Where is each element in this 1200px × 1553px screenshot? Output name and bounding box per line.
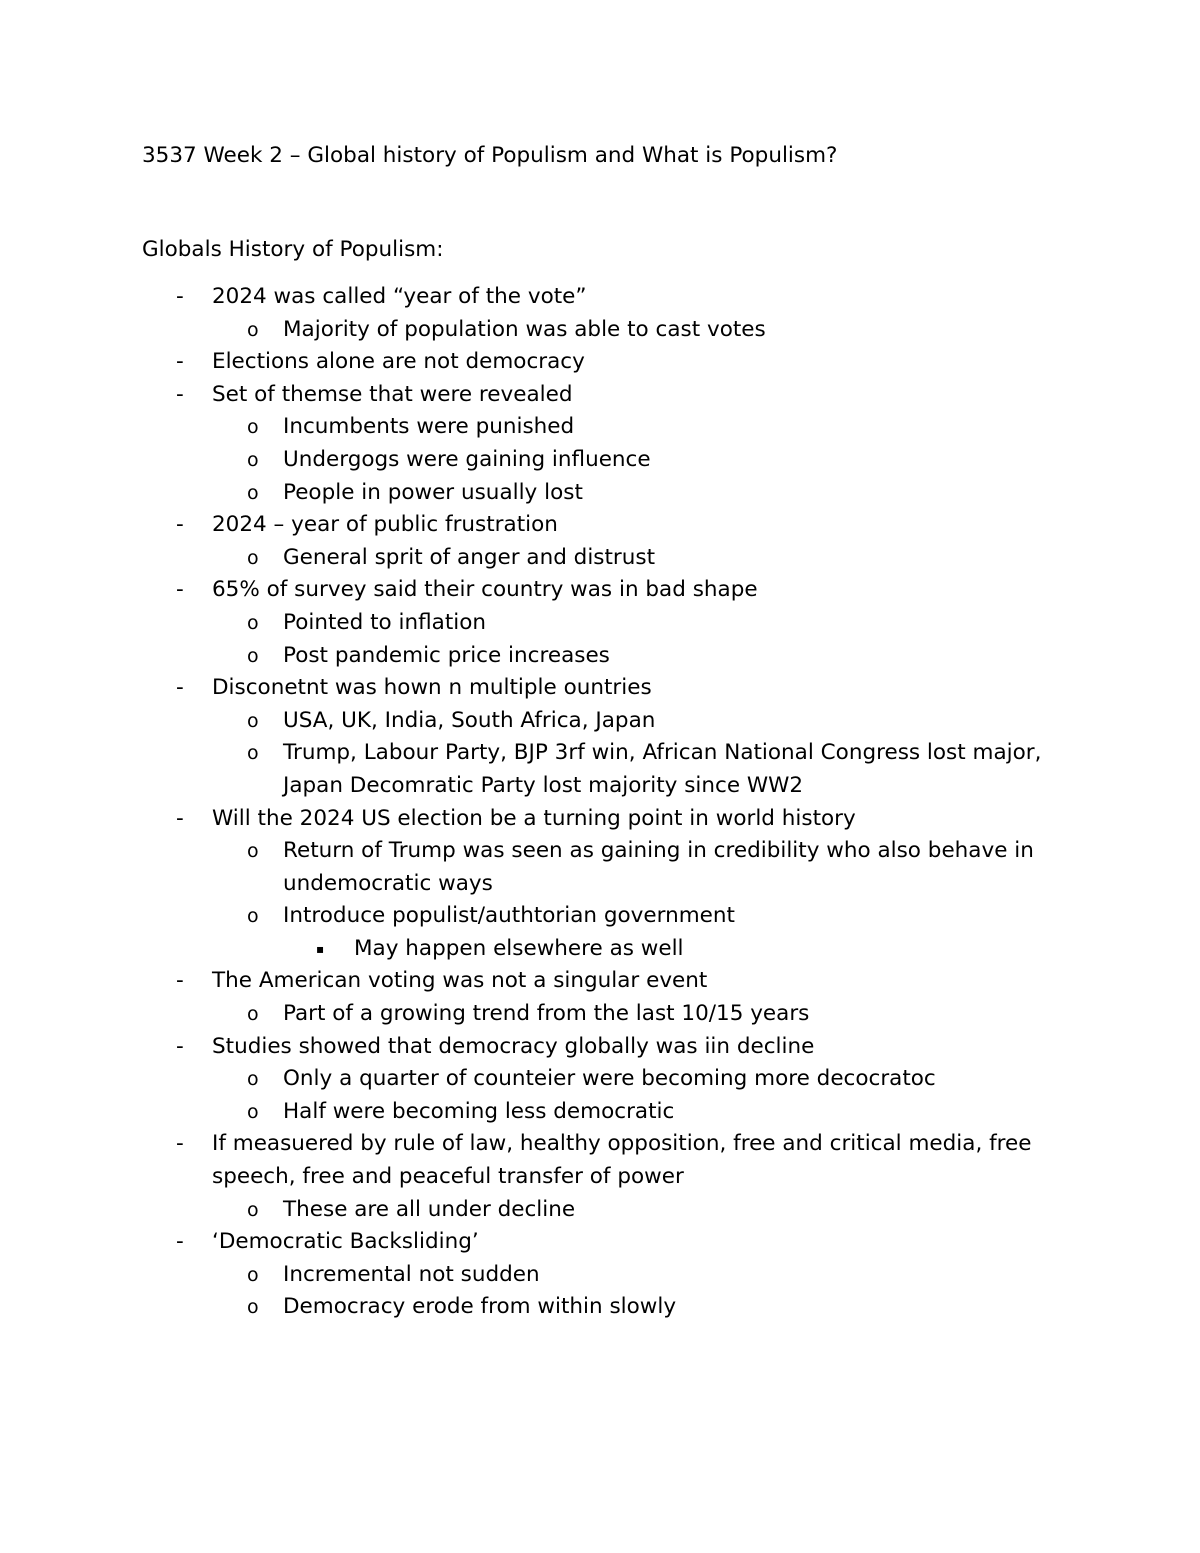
note-text: Pointed to inflation: [283, 609, 487, 635]
bullet-item: [0, 346, 1200, 379]
note-text: 2024 was called “year of the vote”: [212, 284, 587, 309]
sub-bullet-item: [0, 705, 1200, 738]
bullet-item: [0, 281, 1200, 314]
sub-bullet-item: [0, 737, 1200, 802]
circle-marker: o: [247, 611, 259, 634]
note-text: 65% of survey said their country was in bad shape: [212, 577, 758, 603]
note-text: The American voting was not a singular event: [212, 968, 708, 994]
note-text: Trump, Labour Party, BJP 3rf win, African National Congress lost major, Japan Decomratic Party lost majority since WW2: [283, 740, 1042, 798]
note-text: Majority of population was able to cast votes: [283, 316, 766, 342]
dash-marker: -: [176, 349, 184, 375]
note-text: Half were becoming less democratic: [283, 1098, 675, 1124]
sub-bullet-item: [0, 900, 1200, 933]
sub-bullet-item: [0, 444, 1200, 477]
document-title: 3537 Week 2 – Global history of Populism and What is Populism?: [142, 143, 838, 168]
note-text: Disconetnt was hown n multiple ountries: [212, 675, 652, 701]
notes-list: [0, 281, 1200, 1324]
sub-bullet-item: [0, 1291, 1200, 1324]
dash-marker: -: [176, 1033, 184, 1059]
dash-marker: -: [176, 284, 184, 309]
dash-marker: -: [176, 675, 184, 701]
circle-marker: o: [247, 1003, 259, 1026]
dash-marker: -: [176, 805, 184, 831]
bullet-item: [0, 509, 1200, 542]
bullet-item: [0, 574, 1200, 607]
note-text: Introduce populist/authtorian government: [283, 903, 735, 929]
note-text: Will the 2024 US election be a turning point in world history: [212, 805, 856, 831]
sub-bullet-item: [0, 1063, 1200, 1096]
note-text: General sprit of anger and distrust: [283, 544, 656, 570]
circle-marker: o: [247, 742, 259, 765]
sub-bullet-item: [0, 477, 1200, 510]
note-text: Democracy erode from within slowly: [283, 1294, 677, 1320]
dash-marker: -: [176, 577, 184, 603]
note-text: If measuered by rule of law, healthy opposition, free and critical media, free speech, free and peaceful transfer of power: [212, 1131, 1032, 1190]
sub-bullet-item: [0, 998, 1200, 1031]
dash-marker: -: [176, 381, 184, 407]
note-text: May happen elsewhere as well: [354, 935, 684, 961]
circle-marker: o: [247, 1296, 259, 1319]
circle-marker: o: [247, 1263, 259, 1286]
note-text: Incumbents were punished: [283, 414, 575, 440]
note-text: Part of a growing trend from the last 10/15 years: [283, 1001, 810, 1027]
square-marker: ▪: [316, 941, 325, 956]
bullet-item: [0, 1226, 1200, 1259]
note-text: People in power usually lost: [283, 479, 583, 505]
dash-marker: -: [176, 512, 184, 538]
sub-bullet-item: [0, 542, 1200, 575]
note-text: 2024 – year of public frustration: [212, 512, 558, 538]
bullet-item: [0, 379, 1200, 412]
note-text: ‘Democratic Backsliding’: [212, 1229, 479, 1255]
sub-bullet-item: [0, 607, 1200, 640]
sub-bullet-item: [0, 411, 1200, 444]
bullet-item: [0, 1128, 1200, 1193]
note-text: These are all under decline: [283, 1196, 576, 1222]
note-text: Post pandemic price increases: [283, 642, 610, 668]
circle-marker: o: [247, 1198, 259, 1221]
bullet-item: [0, 1031, 1200, 1064]
circle-marker: o: [247, 644, 259, 667]
sub-bullet-item: [0, 640, 1200, 673]
note-text: Set of themse that were revealed: [212, 381, 573, 407]
sub-bullet-item: [0, 835, 1200, 900]
section-heading: Globals History of Populism:: [142, 237, 444, 262]
note-text: USA, UK, India, South Africa, Japan: [283, 707, 656, 733]
dash-marker: -: [176, 968, 184, 994]
sub-bullet-item: [0, 1096, 1200, 1129]
circle-marker: o: [247, 448, 259, 471]
circle-marker: o: [247, 481, 259, 504]
note-text: Only a quarter of counteier were becoming more decocratoc: [283, 1066, 936, 1092]
circle-marker: o: [247, 709, 259, 732]
dash-marker: -: [176, 1131, 184, 1157]
circle-marker: o: [247, 1068, 259, 1091]
circle-marker: o: [247, 905, 259, 928]
bullet-item: [0, 672, 1200, 705]
circle-marker: o: [247, 1100, 259, 1123]
circle-marker: o: [247, 546, 259, 569]
note-text: Elections alone are not democracy: [212, 349, 585, 375]
note-text: Return of Trump was seen as gaining in credibility who also behave in undemocratic ways: [283, 838, 1034, 896]
bullet-item: [0, 965, 1200, 998]
circle-marker: o: [247, 318, 259, 341]
sub-bullet-item: [0, 1259, 1200, 1292]
note-text: Undergogs were gaining influence: [283, 446, 651, 472]
circle-marker: o: [247, 840, 259, 863]
sub-sub-bullet-item: [0, 933, 1200, 966]
sub-bullet-item: [0, 1194, 1200, 1227]
sub-bullet-item: [0, 314, 1200, 347]
circle-marker: o: [247, 416, 259, 439]
bullet-item: [0, 803, 1200, 836]
dash-marker: -: [176, 1229, 184, 1255]
note-text: Incremental not sudden: [283, 1261, 540, 1287]
note-text: Studies showed that democracy globally was iin decline: [212, 1033, 815, 1059]
